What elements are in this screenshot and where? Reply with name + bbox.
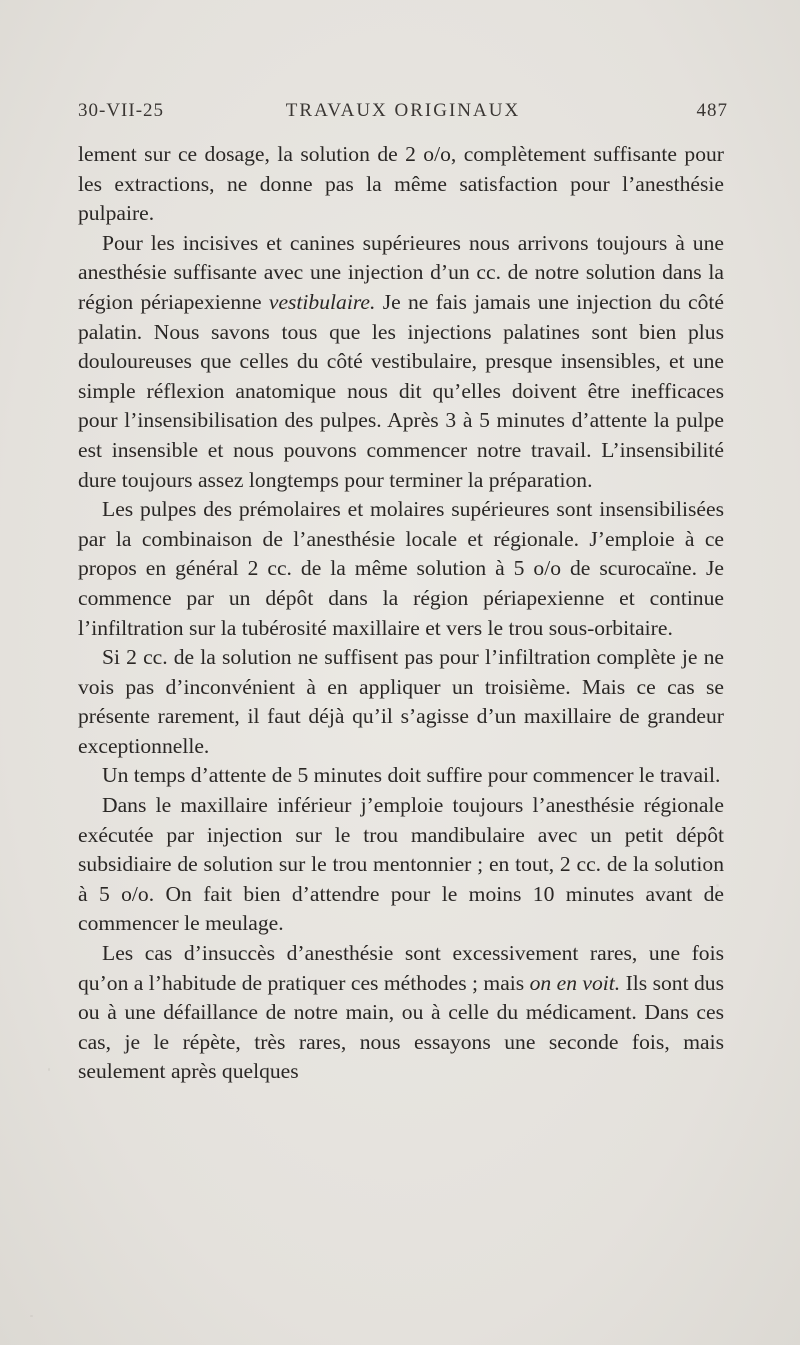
italic-text: vestibulaire. [268,289,376,314]
paragraph [78,495,724,643]
header-title: TRAVAUX ORIGINAUX [285,100,521,121]
paragraph-text: Je ne fais jamais une injection du côté palatin. Nous savons tous que les injections palatines sont bien plus douloureuses que celles du côté vestibulaire, presque insensibles, et une simple réflexion anatomique nous dit qu’elles doivent être inefficaces pour l’insensibilisation des pulpes. Après 3 à 5 minutes d’attente la pulpe est insensible et nous pouvons commencer notre travail. L’insensibilité dure toujours assez longtemps pour terminer la préparation. [78,289,724,492]
paragraph [78,761,724,791]
running-header [78,100,728,130]
paragraph-text: lement sur ce dosage, la solution de 2 o/o, complètement suffisante pour les extractions, ne donne pas la même satisfaction pour l’anesthésie pulpaire. [78,142,724,226]
paragraph-text: Les pulpes des prémolaires et molaires supérieures sont insensibilisées par la combinaison de l’anesthésie locale et régionale. J’emploie à ce propos en général 2 cc. de la même solution à 5 o/o de scurocaïne. Je commence par un dépôt dans la région périapexienne et continue l’infiltration sur la tubérosité maxillaire et vers le trou sous-orbitaire. [78,497,724,640]
paragraph-text: Dans le maxillaire inférieur j’emploie toujours l’anesthésie régionale exécutée par injection sur le trou mandibulaire avec un petit dépôt subsidiaire de solution sur le trou mentonnier ; en tout, 2 cc. de la solution à 5 o/o. On fait bien d’attendre pour le moins 10 minutes avant de commencer le meulage. [78,793,724,936]
header-date: 30-VII-25 [78,100,165,121]
paragraph-text: Un temps d’attente de 5 minutes doit suffire pour commencer le travail. [102,763,721,788]
paper-speck [48,1068,50,1071]
paragraph [78,229,724,495]
paragraph-text: Pour les incisives et canines supérieures nous arrivons toujours à une anesthésie suffisante avec une injection d’un cc. de notre solution dans la région périapexienne [78,230,724,314]
paragraph [78,140,724,229]
paragraph [78,939,724,1087]
paragraph [78,791,724,939]
body-text [78,140,724,1087]
page-number: 487 [696,100,728,121]
paragraph-text: Ils sont dus ou à une défaillance de notre main, ou à celle du médicament. Dans ces cas, je le répète, très rares, nous essayons une seconde fois, mais seulement après quelques [78,970,724,1084]
paragraph-text: Les cas d’insuccès d’anesthésie sont excessivement rares, une fois qu’on a l’habitude de pratiquer ces méthodes ; mais [78,941,724,995]
paragraph [78,643,724,761]
paragraph-text: Si 2 cc. de la solution ne suffisent pas pour l’infiltration complète je ne vois pas d’inconvénient à en appliquer un troisième. Mais ce cas se présente rarement, il faut déjà qu’il s’agisse d’un maxillaire de grandeur exceptionnelle. [78,645,724,758]
paper-speck [30,1315,33,1317]
italic-text: on en voit. [529,970,621,995]
